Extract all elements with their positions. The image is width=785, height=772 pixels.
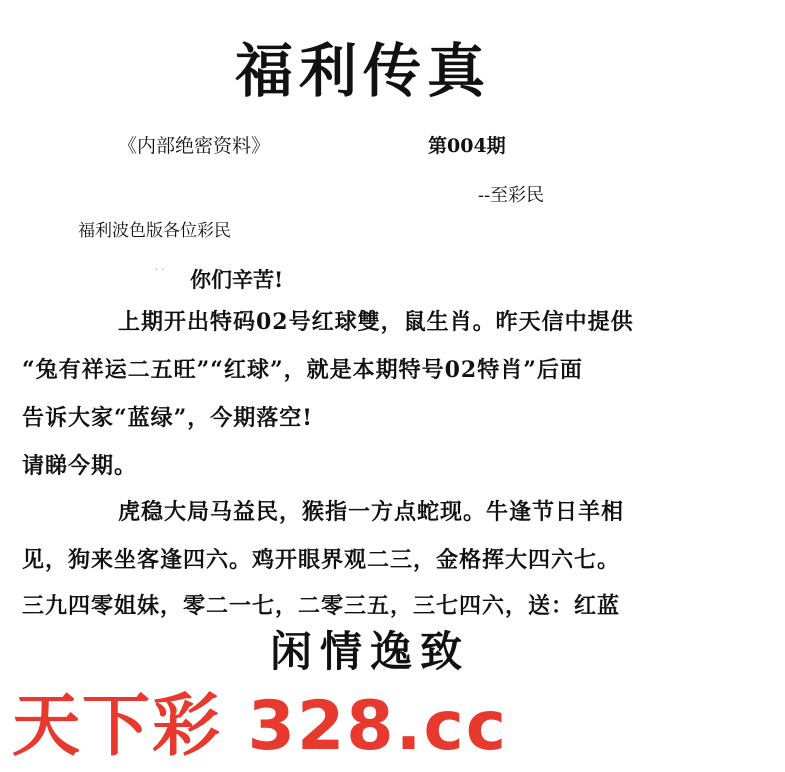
thanks-line: 你们辛苦! bbox=[190, 267, 284, 292]
paragraph1-line: 请睇今期。 bbox=[22, 453, 138, 479]
paragraph1-line: “兔有祥运二五旺”“红球”，就是本期特号02特肖”后面 bbox=[22, 357, 583, 383]
watermark: 天下彩 328.cc bbox=[12, 687, 509, 766]
paragraph1-line: 上期开出特码02号红球雙，鼠生肖。昨天信中提供 bbox=[118, 309, 634, 335]
author-line: --至彩民 bbox=[478, 185, 545, 206]
paragraph2-line: 见，狗来坐客逢四六。鸡开眼界观二三，金格挥大四六七。 bbox=[22, 547, 621, 573]
issue-number: 第004期 bbox=[428, 135, 506, 157]
decorative-dots: . . bbox=[155, 262, 165, 273]
document-title: 福利传真 bbox=[235, 37, 492, 105]
closing-phrase: 闲情逸致 bbox=[270, 627, 471, 676]
paragraph2-line: 三九四零姐妹，零二一七，二零三五，三七四六，送：红蓝 bbox=[22, 593, 621, 619]
paragraph2-line: 虎稳大局马益民，猴指一方点蛇现。牛逢节日羊相 bbox=[118, 499, 625, 525]
document-subtitle: 《内部绝密资料》 bbox=[118, 135, 271, 157]
paragraph1-line: 告诉大家“蓝绿”，今期落空! bbox=[22, 405, 313, 431]
greeting: 福利波色版各位彩民 bbox=[78, 221, 231, 241]
